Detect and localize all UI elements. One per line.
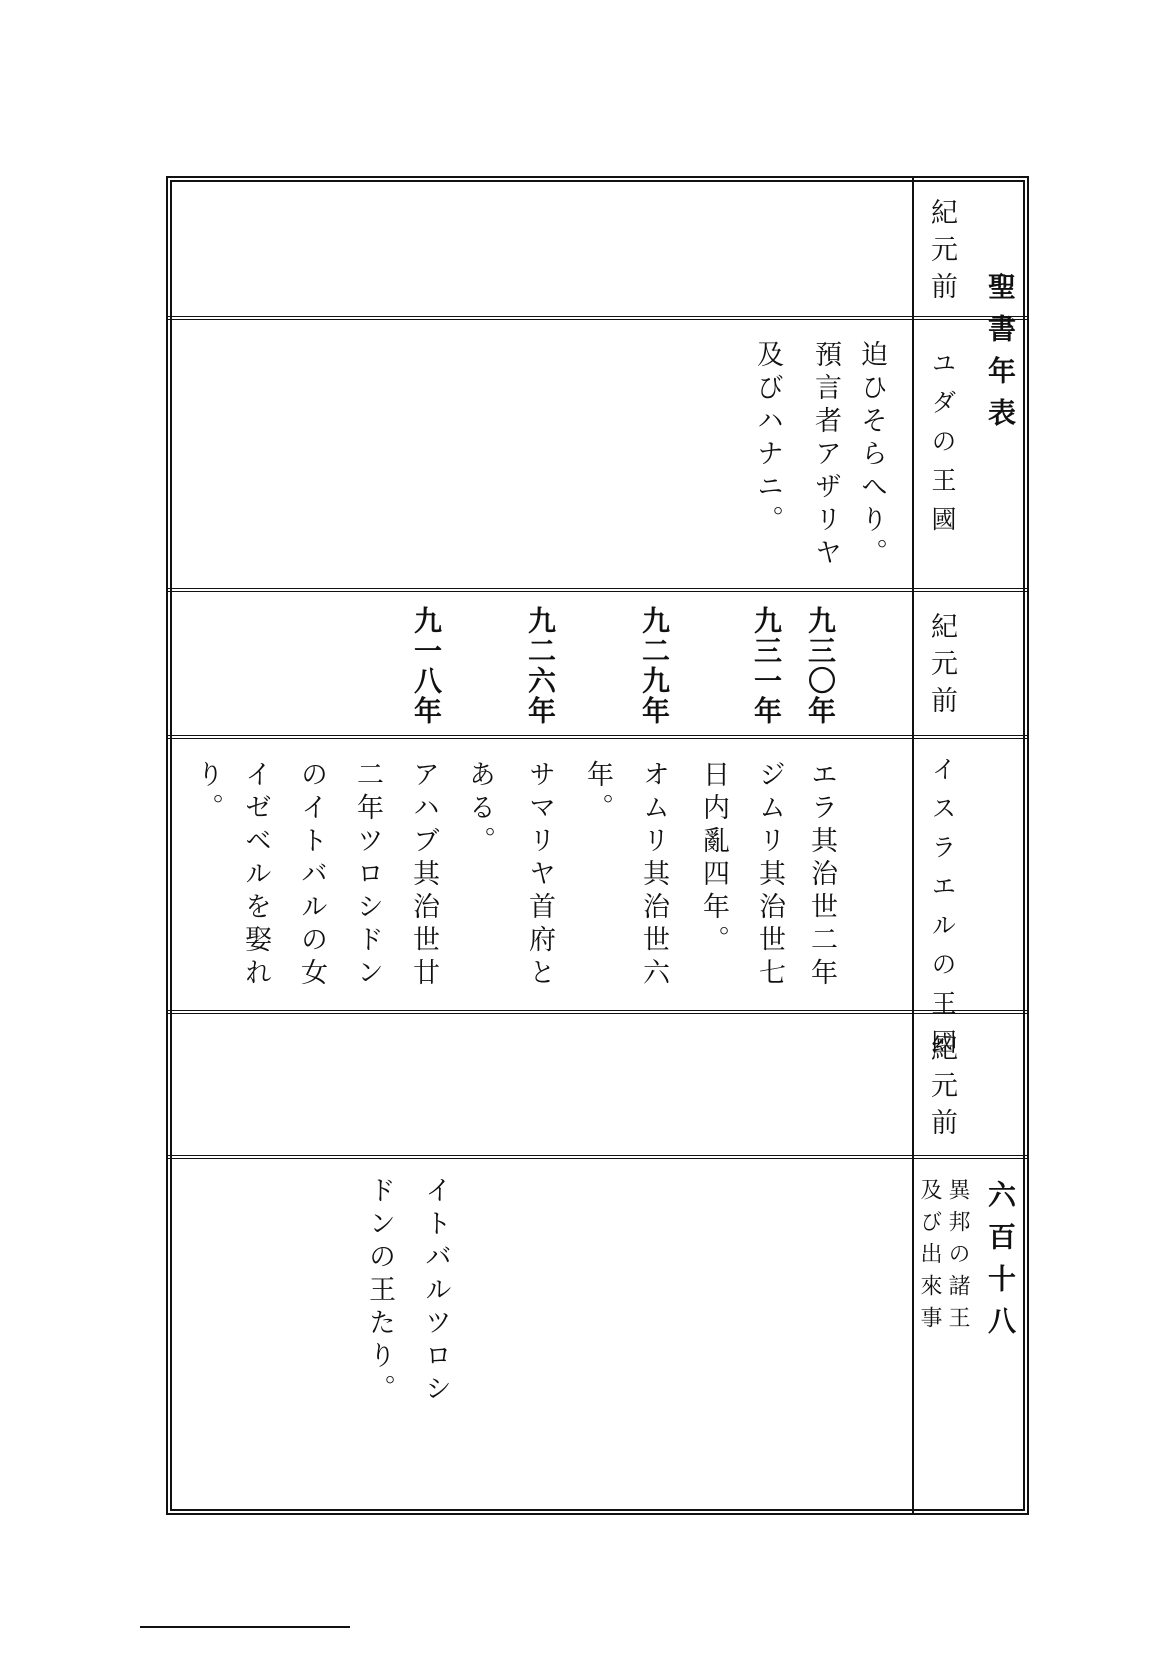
section-heading: ユダの王國 <box>928 350 957 545</box>
heading-column-rule <box>912 178 914 1513</box>
section-heading: 及び出來事 <box>917 1178 942 1338</box>
entry-line: 二年ツロシドン <box>352 760 383 991</box>
date-label: 九三〇年 <box>804 606 837 726</box>
date-label: 九二六年 <box>524 606 557 726</box>
section-divider <box>166 735 1029 739</box>
era-label: 紀元前 <box>926 198 957 309</box>
section-divider <box>166 316 1029 320</box>
entry-line: ドンの王たり。 <box>364 1176 395 1407</box>
date-label: 九二九年 <box>638 606 671 726</box>
entry-line: サマリヤ首府と <box>524 760 555 991</box>
entry-line: イゼベルを娶れ <box>240 760 271 991</box>
entry-line: ある。 <box>464 760 495 859</box>
section-divider <box>166 1010 1029 1014</box>
era-label: 紀元前 <box>926 1034 957 1145</box>
entry-line: エラ其治世二年 <box>806 760 837 991</box>
entry-line: 日内亂四年。 <box>698 760 729 958</box>
entry-line: 預言者アザリヤ <box>810 340 841 571</box>
entry-line: り。 <box>192 760 223 826</box>
entry-line: のイトバルの女 <box>296 760 327 991</box>
entry-line: 及びハナニ。 <box>752 340 783 538</box>
footnote-rule <box>140 1626 350 1628</box>
entry-line: 年。 <box>582 760 613 826</box>
running-head: 聖書年表 <box>984 272 1017 440</box>
entry-line: ジムリ其治世七 <box>754 760 785 991</box>
page-number: 六百十八 <box>984 1180 1017 1348</box>
date-label: 九一八年 <box>410 606 443 726</box>
section-divider <box>166 588 1029 592</box>
entry-line: オムリ其治世六 <box>638 760 669 991</box>
section-heading: 異邦の諸王 <box>945 1178 970 1338</box>
date-label: 九三一年 <box>750 606 783 726</box>
section-divider <box>166 1155 1029 1159</box>
entry-line: アハブ其治世廿 <box>408 760 439 991</box>
section-heading: イスラエルの王國 <box>928 756 957 1068</box>
era-label: 紀元前 <box>926 612 957 723</box>
entry-line: 迫ひそらへり。 <box>856 340 887 571</box>
entry-line: イトバルツロシ <box>420 1176 451 1407</box>
